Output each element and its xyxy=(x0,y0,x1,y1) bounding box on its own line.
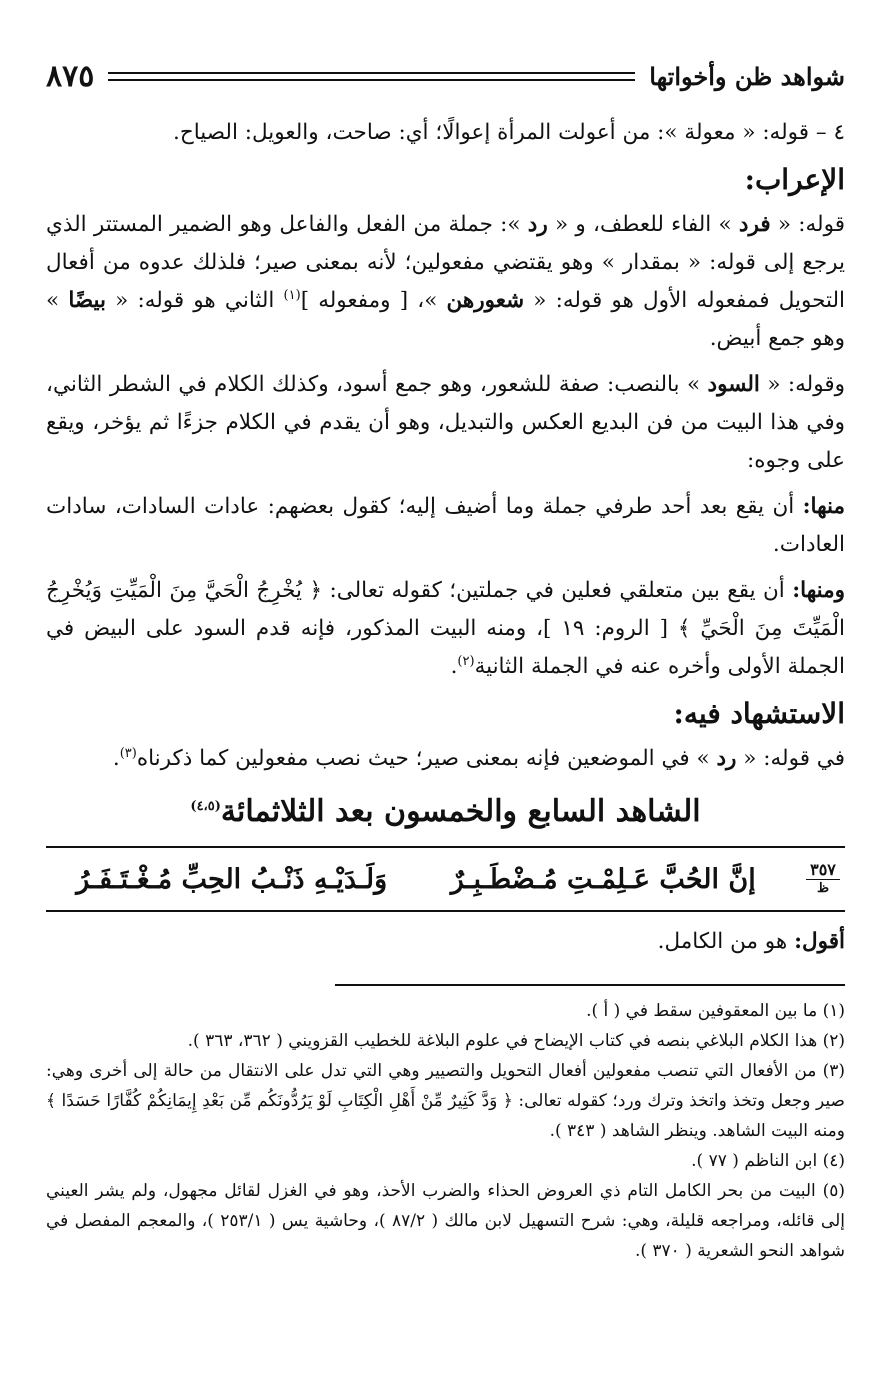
footnote-5: (٥) البيت من بحر الكامل التام ذي العروض الحذاء والضرب الأحذ، وهو في الغزل لقائل مجهول، ولم يشر العيني إلى قائله، ومراجعه قليلة، وهي: شرح التسهيل لابن مالك ( ٨٧/٢ )، وحاشية يس ( ٢٥٣/١ )، والمعجم المفصل في شواهد النحو الشعرية ( ٣٧٠ ). xyxy=(46,1181,845,1261)
text-run: أن يقع بعد أحد طرفي جملة وما أضيف إليه؛ كقول بعضهم: عادات السادات، سادات العادات. xyxy=(46,494,845,557)
section-heading-istishhad: الاستشهاد فيه: xyxy=(673,697,845,730)
footnote-ref: (٤،٥) xyxy=(190,799,221,814)
bold-term: ومنها: xyxy=(792,578,845,603)
bold-term: السود xyxy=(707,372,760,397)
section-heading-irab: الإعراب: xyxy=(744,163,845,196)
verse-box xyxy=(46,846,845,912)
bold-term: فرد xyxy=(738,212,771,237)
running-title: شواهد ظن وأخواتها xyxy=(649,61,845,91)
footnotes xyxy=(46,996,845,1266)
text-run: في قوله: « xyxy=(736,746,845,771)
footnote-ref: (٢) xyxy=(457,653,475,669)
text-run: أن يقع بين متعلقي فعلين في جملتين؛ كقوله تعالى: ﴿ يُخْرِجُ الْحَيَّ مِنَ الْمَيِّتِ وَيُخْرِجُ الْمَيِّتَ مِنَ الْحَيِّ ﴾ [ الروم: ١٩ ]، ومنه البيت المذكور، فإنه قدم السود على البيض في الجملة الأولى وأخره عنه في الجملة الثانية xyxy=(46,578,845,679)
bold-term: بيضًا xyxy=(68,288,106,313)
footnote-1: (١) ما بين المعقوفين سقط في ( أ ). xyxy=(586,1001,845,1021)
page-header xyxy=(46,58,845,94)
irab-paragraph-2 xyxy=(46,366,845,480)
footnote-4: (٤) ابن الناظم ( ٧٧ ). xyxy=(691,1151,845,1171)
bold-term: رد xyxy=(527,212,548,237)
bold-term: شعورهن xyxy=(446,288,525,313)
text-run: » وهو جمع أبيض. xyxy=(46,288,845,351)
bold-term: منها: xyxy=(802,494,845,519)
verse-hemistich-1: إنَّ الحُبَّ عَـلِمْـتِ مُـضْطَـبِـرٌ xyxy=(450,863,756,895)
text-run: . xyxy=(112,746,120,771)
bold-term: رد xyxy=(716,746,737,771)
verse-number xyxy=(801,861,845,898)
header-rule xyxy=(108,72,635,81)
footnote-ref: (١) xyxy=(283,287,301,303)
irab-paragraph-3 xyxy=(46,488,845,564)
text-run: قوله: « xyxy=(770,212,845,237)
text-run: » بالنصب: صفة للشعور، وهو جمع أسود، وكذلك الكلام في الشطر الثاني، وفي هذا البيت من فن البديع العكس والتبديل، وهو أن يقدم في الكلام جزءًا ثم يؤخر، ويقع على وجوه: xyxy=(46,372,845,473)
text-run: الثاني هو قوله: « xyxy=(105,288,284,313)
footnote-ref: (٣) xyxy=(119,745,137,761)
text-run: » في الموضعين فإنه بمعنى صير؛ حيث نصب مفعولين كما ذكرناه xyxy=(136,746,717,771)
text-run: هو من الكامل. xyxy=(657,929,795,954)
witness-heading xyxy=(46,784,845,840)
page-number: ٨٧٥ xyxy=(46,58,95,94)
definition-paragraph: ٤ – قوله: « معولة »: من أعولت المرأة إعوالًا؛ أي: صاحت، والعويل: الصياح. xyxy=(173,120,845,145)
verse-number-sub: ظ xyxy=(816,880,830,896)
bold-term: أقول: xyxy=(794,929,845,954)
text-run: . xyxy=(450,654,458,679)
verse-number-value: ٣٥٧ xyxy=(806,861,840,880)
verse-hemistich-2: وَلَـدَيْـهِ ذَنْـبُ الحِبِّ مُـغْـتَـفَـرُ xyxy=(76,863,388,895)
text-run: وقوله: « xyxy=(759,372,845,397)
text-run: »، [ ومفعوله ] xyxy=(300,288,447,313)
text-run: »: جملة من الفعل والفاعل وهو الضمير المستتر الذي يرجع إلى قوله: « بمقدار » وهو يقتضي مفعولين؛ لأنه بمعنى صير؛ فلذلك عدوه من أفعال التحويل فمفعوله الأول هو قوله: « xyxy=(46,212,845,313)
awwal-line xyxy=(46,922,845,962)
irab-paragraph-1 xyxy=(46,206,845,358)
witness-heading-text: الشاهد السابع والخمسون بعد الثلاثمائة xyxy=(220,794,701,829)
footnote-3: (٣) من الأفعال التي تنصب مفعولين أفعال التحويل والتصيير وهي التي تدل على الانتقال من حالة إلى أخرى وهي: صير وجعل وتخذ واتخذ وترك ورد؛ كقوله تعالى: ﴿ وَدَّ كَثِيرٌ مِّنْ أَهْلِ الْكِتَابِ لَوْ يَرُدُّونَكُم مِّن بَعْدِ إِيمَانِكُمْ كُفَّارًا حَسَدًا ﴾ ومنه البيت الشاهد. وينظر الشاهد ( ٣٤٣ ). xyxy=(46,1061,845,1141)
istishhad-paragraph xyxy=(46,740,845,778)
footnote-2: (٢) هذا الكلام البلاغي بنصه في كتاب الإيضاح في علوم البلاغة للخطيب القزويني ( ٣٦٢، ٣٦٣ ). xyxy=(187,1031,845,1051)
irab-paragraph-4 xyxy=(46,572,845,686)
footnote-rule xyxy=(335,984,845,986)
text-run: » الفاء للعطف، و « xyxy=(547,212,739,237)
